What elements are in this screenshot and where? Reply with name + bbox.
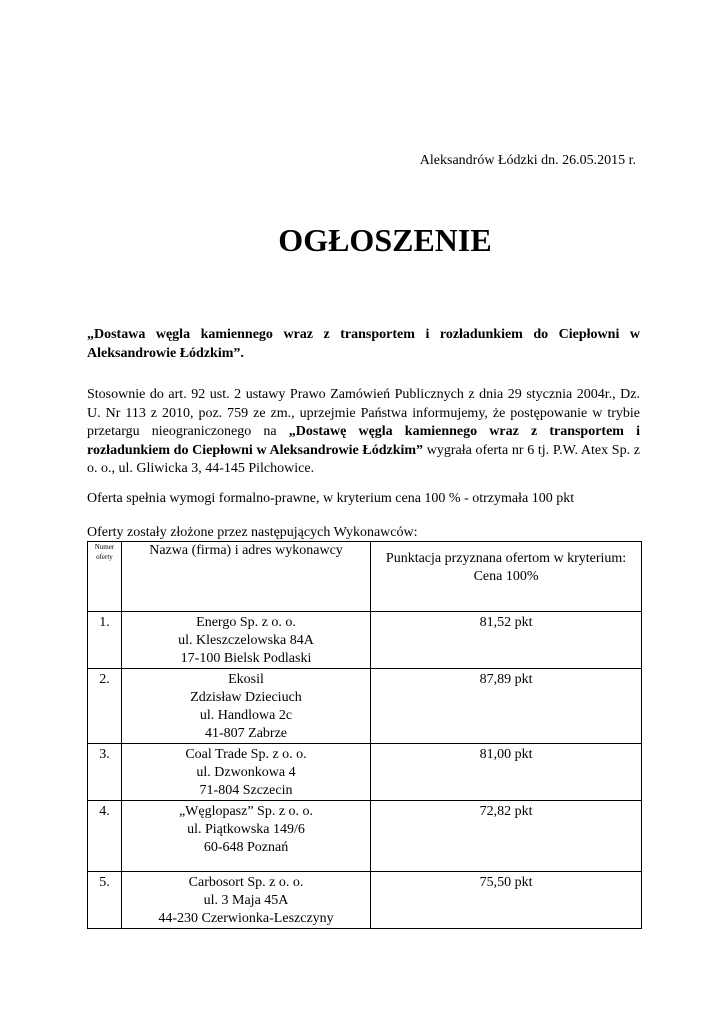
offer-contractor [121,872,370,929]
offer-score: 81,00 pkt [371,744,642,801]
offer-number: 3. [88,744,122,801]
contractor-line: Coal Trade Sp. z o. o. [185,747,307,762]
contractor-line: ul. Handlowa 2c [199,708,293,723]
offer-score: 87,89 pkt [371,669,642,744]
offer-number: 4. [88,801,122,872]
table-row [88,669,642,744]
header-score-cell [371,542,642,612]
contractor-line: 41-807 Zabrze [204,726,288,741]
table-row [88,801,642,872]
contractor-line: 17-100 Bielsk Podlaski [180,651,312,666]
contractor-line: Zdzisław Dzieciuch [190,690,302,705]
header-number-line1: Numer [94,543,115,551]
offer-score: 81,52 pkt [371,612,642,669]
table-row [88,744,642,801]
paragraph-bold-tender-name: „Dostawę węgla kamiennego wraz z transportem i rozładunkiem do Ciepłowni w Aleksandrowie Łódzkim” [87,424,641,458]
contractor-line: ul. Piątkowska 149/6 [187,822,305,837]
contractor-line: 71-804 Szczecin [199,783,293,798]
table-row [88,872,642,929]
offer-contractor [121,669,370,744]
date-line: Aleksandrów Łódzki dn. 26.05.2015 r. [419,153,636,168]
offer-number: 1. [88,612,122,669]
contractor-line: Carbosort Sp. z o. o. [188,875,304,890]
evaluation-paragraph: Oferta spełnia wymogi formalno-prawne, w kryterium cena 100 % - otrzymała 100 pkt [87,491,575,506]
offers-table [87,541,642,929]
contractor-line: 44-230 Czerwionka-Leszczyny [158,911,334,926]
contractor-line: Energo Sp. z o. o. [196,615,296,630]
offer-number: 5. [88,872,122,929]
header-score-line1: Punktacja przyznana ofertom w kryterium: [385,551,627,566]
announcement-paragraph [87,386,640,479]
header-score-line2: Cena 100% [473,569,539,584]
offer-number: 2. [88,669,122,744]
header-number-cell [88,542,122,612]
contractor-line: „Węglopasz” Sp. z o. o. [178,804,314,819]
offer-contractor [121,744,370,801]
offer-contractor [121,801,370,872]
offers-table-body [88,612,642,929]
header-name-cell: Nazwa (firma) i adres wykonawcy [121,542,370,612]
bidders-intro: Oferty zostały złożone przez następujących Wykonawców: [87,525,418,540]
header-number-line2: oferty [96,553,113,561]
paragraph-text-part2: wygrała oferta nr 6 tj. P.W. Atex Sp. z o. o., ul. Gliwicka 3, 44-145 Pilchowice. [87,442,640,477]
contractor-line: ul. Dzwonkowa 4 [196,765,296,780]
contractor-line: 60-648 Poznań [203,840,289,855]
offer-score: 72,82 pkt [371,801,642,872]
offer-score: 75,50 pkt [371,872,642,929]
paragraph-text-part1: Stosownie do art. 92 ust. 2 ustawy Prawo Zamówień Publicznych z dnia 29 stycznia 2004r., Dz. U. Nr 113 z 2010, poz. 759 ze zm., uprzejmie Państwa informujemy, że postępowanie w trybie przetargu nieograniczonego na [87,387,640,440]
contractor-line: ul. 3 Maja 45A [203,893,289,908]
offer-contractor [121,612,370,669]
table-row [88,612,642,669]
table-header-row [88,542,642,612]
contractor-line: Ekosil [228,672,264,687]
contractor-line: ul. Kleszczelowska 84A [178,633,314,648]
document-title: OGŁOSZENIE [278,222,492,258]
subject-line: „Dostawa węgla kamiennego wraz z transportem i rozładunkiem do Ciepłowni w Aleksandrowie Łódzkim”. [87,327,640,361]
